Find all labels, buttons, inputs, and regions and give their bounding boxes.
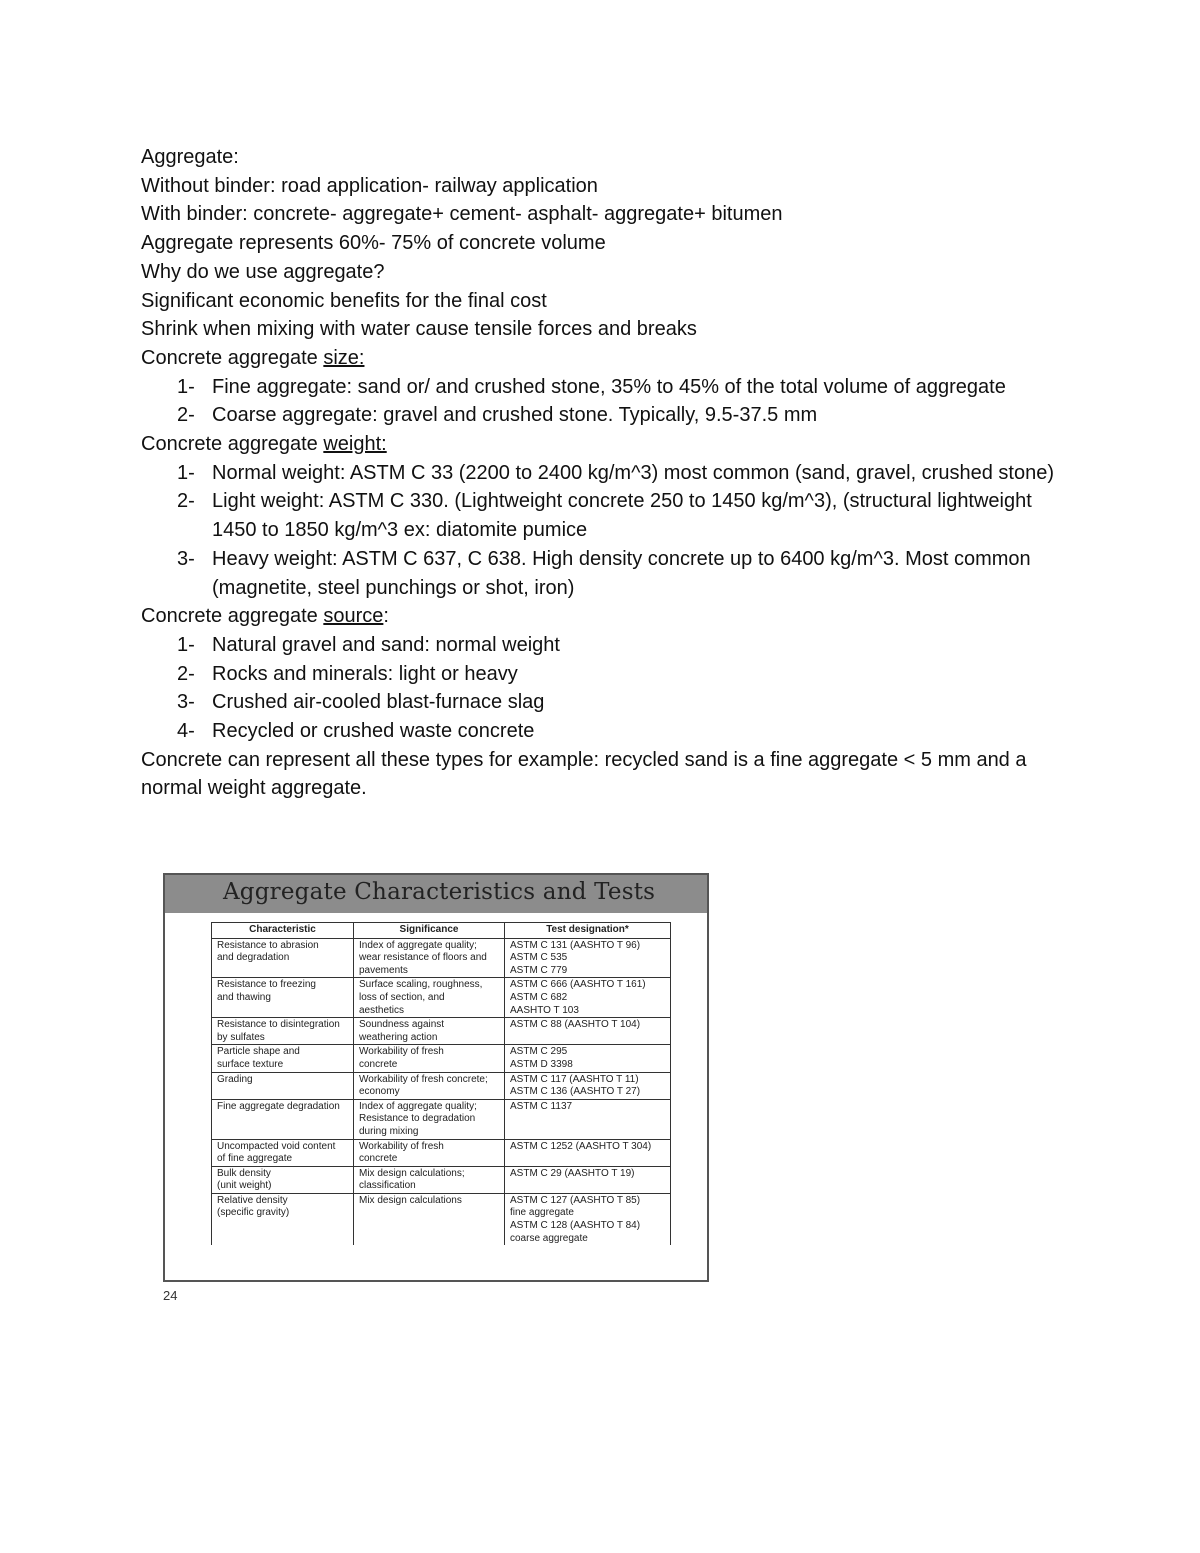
- cell-characteristic: Uncompacted void content of fine aggregate: [212, 1139, 354, 1166]
- list-item: [141, 660, 1061, 689]
- list-item-text: Light weight: ASTM C 330. (Lightweight concrete 250 to 1450 kg/m^3), (structural lightweight 1450 to 1850 kg/m^3 ex: diatomite pumice: [212, 490, 1032, 542]
- cell-significance: Soundness against weathering action: [354, 1018, 505, 1045]
- list-number: 4-: [177, 720, 195, 743]
- list-number: 2-: [177, 662, 195, 685]
- list-item-text: Coarse aggregate: gravel and crushed stone. Typically, 9.5-37.5 mm: [212, 404, 818, 427]
- list-number: 1-: [177, 375, 195, 398]
- list-item: [141, 373, 1061, 402]
- list-number: 1-: [177, 633, 195, 656]
- note-line: Significant economic benefits for the final cost: [141, 289, 547, 312]
- figure-title-banner: [165, 875, 707, 913]
- cell-test-designation: ASTM C 1137: [505, 1099, 671, 1139]
- section-prefix: Concrete aggregate: [141, 605, 324, 628]
- list-item-text: Normal weight: ASTM C 33 (2200 to 2400 kg/m^3) most common (sand, gravel, crushed stone): [212, 461, 1054, 484]
- cell-test-designation: ASTM C 295 ASTM D 3398: [505, 1045, 671, 1072]
- list-item: [141, 717, 1061, 746]
- cell-test-designation: ASTM C 1252 (AASHTO T 304): [505, 1139, 671, 1166]
- cell-test-designation: ASTM C 666 (AASHTO T 161) ASTM C 682 AASHTO T 103: [505, 978, 671, 1018]
- figure-title: Aggregate Characteristics and Tests: [223, 879, 656, 905]
- table-row: [212, 938, 671, 978]
- table-row: [212, 1166, 671, 1193]
- list-item: [141, 688, 1061, 717]
- list-item: [141, 401, 1061, 430]
- table-row: [212, 1045, 671, 1072]
- cell-significance: Workability of fresh concrete: [354, 1045, 505, 1072]
- size-list: [141, 373, 1061, 430]
- table-row: [212, 1193, 671, 1245]
- size-section-heading: [141, 344, 1061, 373]
- section-label-underlined: size:: [323, 346, 365, 369]
- list-item: [141, 545, 1061, 602]
- table-row: [212, 1099, 671, 1139]
- note-line: Why do we use aggregate?: [141, 260, 385, 283]
- cell-characteristic: Particle shape and surface texture: [212, 1045, 354, 1072]
- note-line: Without binder: road application- railway application: [141, 174, 598, 197]
- table-header-row: [212, 923, 671, 939]
- list-number: 3-: [177, 691, 195, 714]
- closing-paragraph: Concrete can represent all these types for example: recycled sand is a fine aggregate < 5 mm and a normal weight aggregate.: [141, 748, 1027, 800]
- table-row: [212, 1072, 671, 1099]
- cell-characteristic: Bulk density (unit weight): [212, 1166, 354, 1193]
- list-number: 1-: [177, 461, 195, 484]
- list-item-text: Crushed air-cooled blast-furnace slag: [212, 691, 545, 714]
- aggregate-tests-table: [211, 922, 671, 1245]
- page-number: 24: [163, 1288, 178, 1303]
- list-item: [141, 631, 1061, 660]
- list-item-text: Natural gravel and sand: normal weight: [212, 633, 560, 656]
- section-label-underlined: weight:: [323, 433, 387, 456]
- section-prefix: Concrete aggregate: [141, 433, 324, 456]
- cell-test-designation: ASTM C 131 (AASHTO T 96) ASTM C 535 ASTM C 779: [505, 938, 671, 978]
- section-label-underlined: source: [323, 605, 384, 628]
- cell-test-designation: ASTM C 29 (AASHTO T 19): [505, 1166, 671, 1193]
- list-item-text: Recycled or crushed waste concrete: [212, 720, 535, 743]
- source-list: [141, 631, 1061, 746]
- list-item-text: Fine aggregate: sand or/ and crushed stone, 35% to 45% of the total volume of aggregate: [212, 375, 1006, 398]
- cell-significance: Surface scaling, roughness, loss of section, and aesthetics: [354, 978, 505, 1018]
- list-number: 3-: [177, 547, 195, 570]
- notes-heading: Aggregate:: [141, 146, 239, 168]
- cell-characteristic: Fine aggregate degradation: [212, 1099, 354, 1139]
- weight-list: [141, 459, 1061, 603]
- aggregate-tests-figure: [163, 873, 709, 1282]
- table-row: [212, 978, 671, 1018]
- cell-characteristic: Resistance to abrasion and degradation: [212, 938, 354, 978]
- cell-significance: Workability of fresh concrete; economy: [354, 1072, 505, 1099]
- cell-characteristic: Grading: [212, 1072, 354, 1099]
- cell-characteristic: Relative density (specific gravity): [212, 1193, 354, 1245]
- note-line: With binder: concrete- aggregate+ cement- asphalt- aggregate+ bitumen: [141, 203, 783, 226]
- column-header: Test designation*: [505, 923, 671, 939]
- cell-characteristic: Resistance to freezing and thawing: [212, 978, 354, 1018]
- list-number: 2-: [177, 490, 195, 513]
- list-item-text: Heavy weight: ASTM C 637, C 638. High density concrete up to 6400 kg/m^3. Most common (magnetite, steel punchings or shot, iron): [212, 547, 1031, 599]
- cell-test-designation: ASTM C 88 (AASHTO T 104): [505, 1018, 671, 1045]
- note-line: Shrink when mixing with water cause tensile forces and breaks: [141, 318, 697, 341]
- cell-significance: Mix design calculations: [354, 1193, 505, 1245]
- cell-test-designation: ASTM C 117 (AASHTO T 11) ASTM C 136 (AASHTO T 27): [505, 1072, 671, 1099]
- cell-significance: Mix design calculations; classification: [354, 1166, 505, 1193]
- table-row: [212, 1018, 671, 1045]
- column-header: Significance: [354, 923, 505, 939]
- cell-significance: Index of aggregate quality; wear resistance of floors and pavements: [354, 938, 505, 978]
- note-line: Aggregate represents 60%- 75% of concrete volume: [141, 232, 606, 255]
- list-item-text: Rocks and minerals: light or heavy: [212, 662, 518, 685]
- cell-significance: Index of aggregate quality; Resistance to degradation during mixing: [354, 1099, 505, 1139]
- weight-section-heading: [141, 430, 1061, 459]
- section-prefix: Concrete aggregate: [141, 346, 324, 369]
- cell-characteristic: Resistance to disintegration by sulfates: [212, 1018, 354, 1045]
- table-body: [212, 938, 671, 1245]
- cell-test-designation: ASTM C 127 (AASHTO T 85) fine aggregate ASTM C 128 (AASHTO T 84) coarse aggregate: [505, 1193, 671, 1245]
- table-row: [212, 1139, 671, 1166]
- list-item: [141, 487, 1061, 544]
- notes-body: [141, 143, 1061, 803]
- column-header: Characteristic: [212, 923, 354, 939]
- section-suffix: :: [383, 605, 389, 628]
- list-item: [141, 459, 1061, 488]
- source-section-heading: [141, 602, 1061, 631]
- list-number: 2-: [177, 404, 195, 427]
- cell-significance: Workability of fresh concrete: [354, 1139, 505, 1166]
